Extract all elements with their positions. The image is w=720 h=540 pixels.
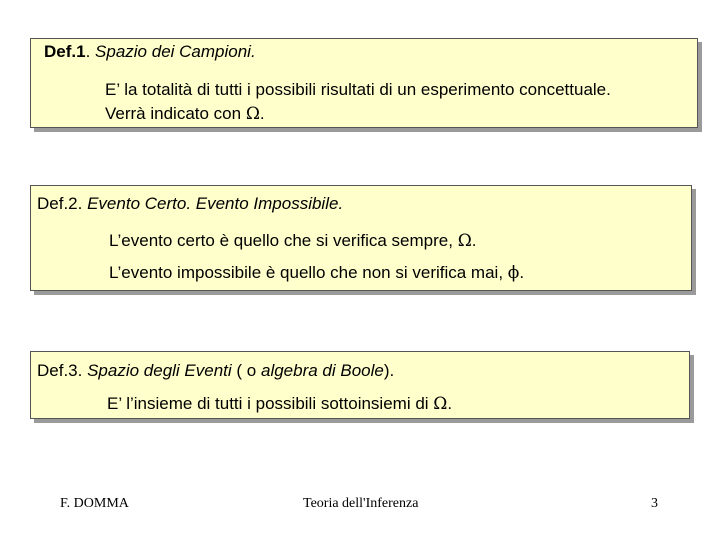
definition-box-1: [30, 38, 698, 128]
definition-2-line-2-text: L’evento impossibile è quello che non si verifica mai,: [109, 263, 508, 282]
footer-page-number: 3: [651, 496, 658, 511]
definition-3-sep: .: [77, 361, 88, 380]
definition-3-line-1-text: E’ l’insieme di tutti i possibili sottoinsiemi di: [107, 394, 434, 413]
definition-1-line-1: E’ la totalità di tutti i possibili risultati di un esperimento concettuale.: [105, 80, 611, 99]
footer-course: Teoria dell'Inferenza: [303, 496, 419, 511]
definition-2-line-2: [109, 263, 524, 283]
definition-3-heading: [37, 361, 394, 381]
definition-1-title: Spazio dei Campioni.: [95, 42, 256, 61]
definition-1-heading: [44, 42, 256, 62]
definition-2-line-2-end: .: [519, 263, 525, 282]
omega-symbol: Ω: [245, 104, 260, 124]
definition-3-title-part-2: ( o: [231, 361, 261, 380]
definition-2-line-1-end: .: [471, 231, 477, 250]
omega-symbol: Ω: [457, 231, 472, 251]
definition-2-heading: [37, 194, 343, 214]
definition-3-line-1-end: .: [447, 394, 453, 413]
definition-3-title-part-3: algebra di Boole: [260, 361, 384, 380]
definition-2-line-1-text: L’evento certo è quello che si verifica sempre,: [109, 231, 458, 250]
definition-2-label: Def.2: [37, 194, 78, 213]
definition-1-line-2-text: Verrà indicato con: [105, 104, 246, 123]
definition-3-line-1: [107, 394, 452, 414]
definition-box-3: [30, 351, 690, 419]
definition-1-line-2-end: .: [259, 104, 265, 123]
definition-1-label: Def.1: [44, 42, 86, 61]
omega-symbol: Ω: [433, 394, 448, 414]
definition-2-title: Evento Certo. Evento Impossibile.: [87, 194, 344, 213]
footer-author: F. DOMMA: [60, 496, 129, 511]
definition-3-label: Def.3: [37, 361, 78, 380]
definition-1-sep: .: [85, 42, 96, 61]
definition-2-line-1: [109, 231, 477, 251]
definition-3-title-part-4: ).: [383, 361, 395, 380]
phi-symbol: ϕ: [507, 263, 520, 283]
definition-box-2: [30, 185, 692, 291]
definition-1-line-2: [105, 104, 265, 124]
definition-2-sep: .: [77, 194, 88, 213]
definition-3-title-part-1: Spazio degli Eventi: [87, 361, 232, 380]
